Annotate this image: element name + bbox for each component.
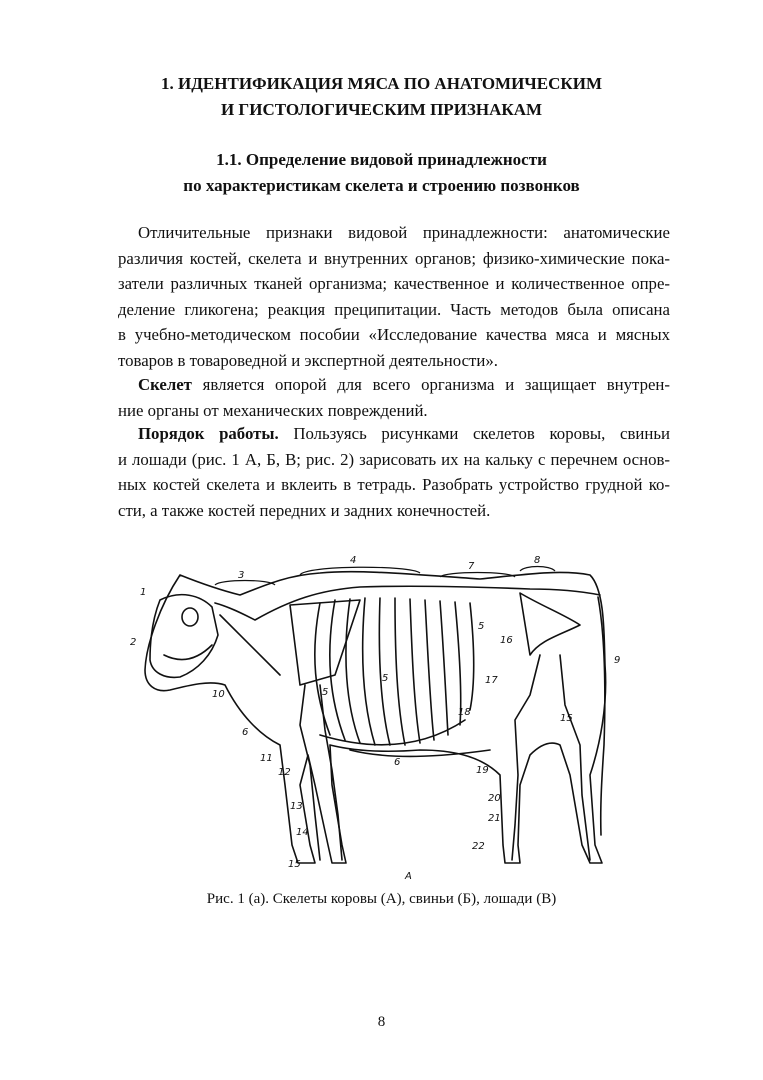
neck-vertebrae bbox=[220, 615, 280, 675]
page-number: 8 bbox=[377, 1014, 386, 1030]
label-16: 16 bbox=[500, 635, 513, 646]
jaw bbox=[164, 645, 212, 660]
label-21: 21 bbox=[488, 813, 501, 824]
label-4: 4 bbox=[350, 555, 357, 566]
skeleton-paragraph bbox=[118, 372, 670, 423]
intro-paragraph bbox=[118, 220, 670, 374]
label-5a: 5 bbox=[478, 621, 485, 632]
skull bbox=[150, 595, 218, 678]
spine bbox=[215, 586, 600, 620]
label-8: 8 bbox=[534, 555, 541, 566]
section-title-line2: по характеристикам скелета и строению позвонков bbox=[183, 176, 580, 195]
label-18: 18 bbox=[458, 707, 471, 718]
label-14: 14 bbox=[296, 827, 309, 838]
intro-line: деление гликогена; реакция преципитации. Часть методов была описана bbox=[118, 299, 670, 319]
procedure-term: Порядок работы. bbox=[138, 424, 279, 443]
pelvis bbox=[520, 593, 580, 655]
skeleton-line-rest: является опорой для всего организма и защищает внутрен- bbox=[191, 375, 670, 394]
label-15a: 15 bbox=[560, 713, 573, 724]
chapter-title-line2: И ГИСТОЛОГИЧЕСКИМ ПРИЗНАКАМ bbox=[220, 100, 543, 119]
label-6b: 6 bbox=[394, 757, 401, 768]
eye-orbit bbox=[182, 608, 198, 626]
procedure-line: сти, а также костей передних и задних конечностей. bbox=[118, 500, 491, 520]
intro-line: затели различных тканей организма; качественное и количественное опре- bbox=[118, 274, 670, 294]
procedure-paragraph bbox=[118, 421, 670, 523]
ribcage bbox=[315, 598, 474, 745]
skeleton-term: Скелет bbox=[138, 375, 192, 394]
chapter-title-line1: 1. ИДЕНТИФИКАЦИЯ МЯСА ПО АНАТОМИЧЕСКИМ bbox=[161, 74, 602, 93]
label-3: 3 bbox=[238, 570, 245, 581]
section-title-line1: 1.1. Определение видовой принадлежности bbox=[216, 150, 547, 169]
intro-line: различия костей, скелета и внутренних органов; физико-химические пока- bbox=[118, 248, 670, 268]
label-13: 13 bbox=[290, 801, 303, 812]
procedure-line: ных костей скелета и вклеить в тетрадь. Разобрать устройство грудной ко- bbox=[118, 475, 670, 495]
skeleton-line: ние органы от механических повреждений. bbox=[118, 400, 428, 420]
label-12: 12 bbox=[278, 767, 291, 778]
intro-line: товаров в товароведной и экспертной деятельности». bbox=[118, 350, 498, 370]
intro-line: Отличительные признаки видовой принадлежности: анатомические bbox=[138, 223, 670, 242]
label-1: 1 bbox=[140, 587, 147, 598]
label-6a: 6 bbox=[242, 727, 249, 738]
scapula bbox=[290, 600, 360, 685]
label-17: 17 bbox=[485, 675, 498, 686]
label-19: 19 bbox=[476, 765, 489, 776]
figure-letter: А bbox=[405, 871, 412, 882]
label-5b: 5 bbox=[322, 687, 329, 698]
label-10: 10 bbox=[212, 689, 225, 700]
label-11: 11 bbox=[260, 753, 273, 764]
procedure-line: и лошади (рис. 1 А, Б, В; рис. 2) зарисовать их на кальку с перечнем основ- bbox=[118, 449, 670, 469]
label-15b: 15 bbox=[288, 859, 301, 870]
cow-skeleton-figure bbox=[120, 545, 640, 885]
label-22: 22 bbox=[472, 841, 485, 852]
label-5c: 5 bbox=[382, 673, 389, 684]
figure-caption: Рис. 1 (а). Скелеты коровы (А), свиньи (Б), лошади (В) bbox=[206, 891, 557, 907]
procedure-line bbox=[118, 421, 670, 447]
label-2: 2 bbox=[130, 637, 137, 648]
label-20: 20 bbox=[488, 793, 501, 804]
label-9: 9 bbox=[614, 655, 621, 666]
label-7: 7 bbox=[468, 561, 475, 572]
intro-line: в учебно-методическом пособии «Исследование качества мяса и мясных bbox=[118, 325, 670, 345]
bracket-8 bbox=[520, 567, 555, 572]
chapter-title bbox=[0, 71, 763, 123]
skeleton-line bbox=[118, 372, 670, 398]
section-title bbox=[0, 147, 763, 199]
hind-leg-bone bbox=[512, 655, 540, 860]
procedure-line-rest: Пользуясь рисунками скелетов коровы, свиньи bbox=[278, 424, 670, 443]
